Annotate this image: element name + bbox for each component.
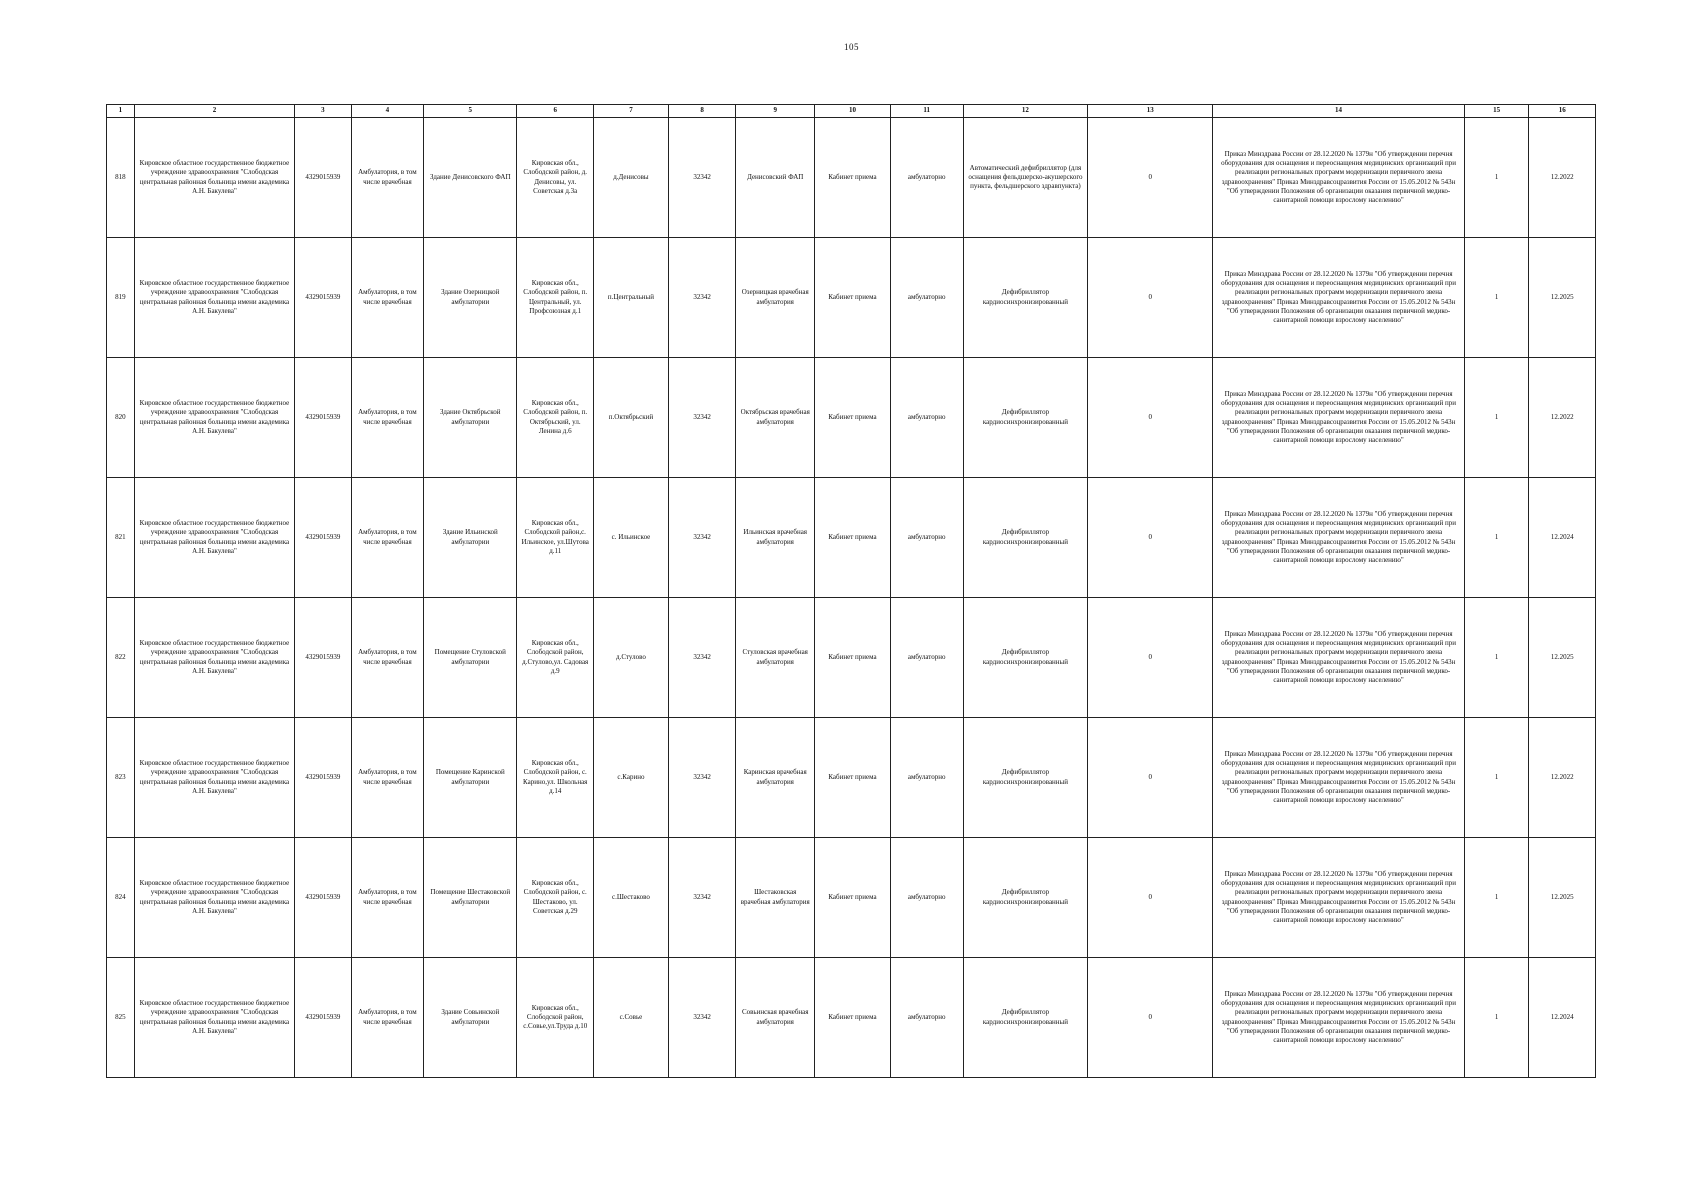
column-header: 2 [134, 105, 295, 118]
organization-name: Кировское областное государственное бюджетное учреждение здравоохранения "Слободская центральная районная больница имени академика А.Н. Бакулева" [134, 238, 295, 358]
column-header: 5 [424, 105, 517, 118]
organization-name: Кировское областное государственное бюджетное учреждение здравоохранения "Слободская центральная районная больница имени академика А.Н. Бакулева" [134, 598, 295, 718]
quantity-cell: 1 [1464, 838, 1528, 958]
table-row [107, 598, 1596, 718]
address-cell: Кировская обл., Слободской район, д. Денисовы, ул. Советская д.3а [517, 118, 594, 238]
inn-cell: 4329015939 [295, 358, 351, 478]
column-header: 10 [815, 105, 891, 118]
inn-cell: 4329015939 [295, 958, 351, 1078]
row-number: 822 [107, 598, 135, 718]
quantity-cell: 1 [1464, 598, 1528, 718]
code-cell: 32342 [668, 238, 736, 358]
address-cell: Кировская обл., Слободской район,с. Ильинское, ул.Шутова д.11 [517, 478, 594, 598]
date-cell: 12.2025 [1529, 598, 1596, 718]
organization-name: Кировское областное государственное бюджетное учреждение здравоохранения "Слободская центральная районная больница имени академика А.Н. Бакулева" [134, 958, 295, 1078]
column-header: 8 [668, 105, 736, 118]
col13-value: 0 [1088, 718, 1213, 838]
date-cell: 12.2025 [1529, 238, 1596, 358]
col13-value: 0 [1088, 478, 1213, 598]
settlement-cell: д.Денисовы [594, 118, 669, 238]
column-header: 4 [351, 105, 424, 118]
column-header: 12 [963, 105, 1088, 118]
date-cell: 12.2022 [1529, 718, 1596, 838]
date-cell: 12.2022 [1529, 358, 1596, 478]
row-number: 824 [107, 838, 135, 958]
building-name: Здание Совьинской амбулатории [424, 958, 517, 1078]
address-cell: Кировская обл., Слободской район, п. Октябрьский, ул. Ленина д.6 [517, 358, 594, 478]
building-name: Здание Ильинской амбулатории [424, 478, 517, 598]
column-header: 14 [1213, 105, 1465, 118]
building-name: Здание Озерницкой амбулатории [424, 238, 517, 358]
row-number: 819 [107, 238, 135, 358]
settlement-cell: п.Октябрьский [594, 358, 669, 478]
equipment-name: Автоматический дефибриллятор (для оснащения фельдшерско-акушерского пункта, фельдшерского здравпункта) [963, 118, 1088, 238]
care-mode: амбулаторно [890, 358, 963, 478]
organization-name: Кировское областное государственное бюджетное учреждение здравоохранения "Слободская центральная районная больница имени академика А.Н. Бакулева" [134, 718, 295, 838]
unit-name: Озерницкая врачебная амбулатория [736, 238, 815, 358]
care-mode: амбулаторно [890, 838, 963, 958]
column-header: 9 [736, 105, 815, 118]
code-cell: 32342 [668, 718, 736, 838]
building-name: Помещение Шестаковской амбулатории [424, 838, 517, 958]
quantity-cell: 1 [1464, 118, 1528, 238]
organization-name: Кировское областное государственное бюджетное учреждение здравоохранения "Слободская центральная районная больница имени академика А.Н. Бакулева" [134, 478, 295, 598]
page-number: 105 [844, 42, 859, 52]
facility-type: Амбулатория, в том числе врачебная [351, 358, 424, 478]
date-cell: 12.2022 [1529, 118, 1596, 238]
settlement-cell: с.Шестаково [594, 838, 669, 958]
address-cell: Кировская обл., Слободской район, п. Центральный, ул. Профсоюзная д.1 [517, 238, 594, 358]
unit-name: Совьинская врачебная амбулатория [736, 958, 815, 1078]
column-header: 13 [1088, 105, 1213, 118]
date-cell: 12.2025 [1529, 838, 1596, 958]
code-cell: 32342 [668, 838, 736, 958]
column-header: 11 [890, 105, 963, 118]
code-cell: 32342 [668, 598, 736, 718]
equipment-name: Дефибриллятор кардиосинхронизированный [963, 358, 1088, 478]
code-cell: 32342 [668, 958, 736, 1078]
room-cell: Кабинет приема [815, 958, 891, 1078]
col13-value: 0 [1088, 118, 1213, 238]
col13-value: 0 [1088, 598, 1213, 718]
col13-value: 0 [1088, 358, 1213, 478]
row-number: 825 [107, 958, 135, 1078]
facility-type: Амбулатория, в том числе врачебная [351, 838, 424, 958]
table-row [107, 838, 1596, 958]
code-cell: 32342 [668, 118, 736, 238]
unit-name: Каринская врачебная амбулатория [736, 718, 815, 838]
address-cell: Кировская обл., Слободской район, с. Карино,ул. Школьная д.14 [517, 718, 594, 838]
settlement-cell: д.Стулово [594, 598, 669, 718]
facility-type: Амбулатория, в том числе врачебная [351, 598, 424, 718]
unit-name: Шестаковская врачебная амбулатория [736, 838, 815, 958]
row-number: 820 [107, 358, 135, 478]
equipment-name: Дефибриллятор кардиосинхронизированный [963, 958, 1088, 1078]
care-mode: амбулаторно [890, 118, 963, 238]
legal-basis: Приказ Минздрава России от 28.12.2020 № 1379н "Об утверждении перечня оборудования для оснащения и переоснащения медицинских организаций при реализации региональных программ модернизации первичного звена здравоохранения" Приказ Минздравсоцразвития России от 15.05.2012 № 543н "Об утверждении Положения об организации оказания первичной медико-санитарной помощи взрослому населению" [1213, 478, 1465, 598]
room-cell: Кабинет приема [815, 838, 891, 958]
legal-basis: Приказ Минздрава России от 28.12.2020 № 1379н "Об утверждении перечня оборудования для оснащения и переоснащения медицинских организаций при реализации региональных программ модернизации первичного звена здравоохранения" Приказ Минздравсоцразвития России от 15.05.2012 № 543н "Об утверждении Положения об организации оказания первичной медико-санитарной помощи взрослому населению" [1213, 358, 1465, 478]
column-header: 15 [1464, 105, 1528, 118]
facility-type: Амбулатория, в том числе врачебная [351, 718, 424, 838]
unit-name: Октябрьская врачебная амбулатория [736, 358, 815, 478]
code-cell: 32342 [668, 358, 736, 478]
inn-cell: 4329015939 [295, 478, 351, 598]
row-number: 818 [107, 118, 135, 238]
row-number: 821 [107, 478, 135, 598]
header-row [107, 105, 1596, 118]
facility-type: Амбулатория, в том числе врачебная [351, 958, 424, 1078]
inn-cell: 4329015939 [295, 838, 351, 958]
table-row [107, 358, 1596, 478]
settlement-cell: п.Центральный [594, 238, 669, 358]
organization-name: Кировское областное государственное бюджетное учреждение здравоохранения "Слободская центральная районная больница имени академика А.Н. Бакулева" [134, 358, 295, 478]
column-header: 1 [107, 105, 135, 118]
col13-value: 0 [1088, 958, 1213, 1078]
legal-basis: Приказ Минздрава России от 28.12.2020 № 1379н "Об утверждении перечня оборудования для оснащения и переоснащения медицинских организаций при реализации региональных программ модернизации первичного звена здравоохранения" Приказ Минздравсоцразвития России от 15.05.2012 № 543н "Об утверждении Положения об организации оказания первичной медико-санитарной помощи взрослому населению" [1213, 118, 1465, 238]
quantity-cell: 1 [1464, 958, 1528, 1078]
code-cell: 32342 [668, 478, 736, 598]
room-cell: Кабинет приема [815, 718, 891, 838]
facility-type: Амбулатория, в том числе врачебная [351, 118, 424, 238]
equipment-name: Дефибриллятор кардиосинхронизированный [963, 598, 1088, 718]
settlement-cell: с.Карино [594, 718, 669, 838]
facility-type: Амбулатория, в том числе врачебная [351, 238, 424, 358]
unit-name: Стуловская врачебная амбулатория [736, 598, 815, 718]
address-cell: Кировская обл., Слободской район, с.Совье,ул.Труда д.10 [517, 958, 594, 1078]
facility-type: Амбулатория, в том числе врачебная [351, 478, 424, 598]
organization-name: Кировское областное государственное бюджетное учреждение здравоохранения "Слободская центральная районная больница имени академика А.Н. Бакулева" [134, 118, 295, 238]
table-row [107, 478, 1596, 598]
building-name: Помещение Стуловской амбулатории [424, 598, 517, 718]
inn-cell: 4329015939 [295, 238, 351, 358]
settlement-cell: с.Совье [594, 958, 669, 1078]
care-mode: амбулаторно [890, 958, 963, 1078]
unit-name: Ильинская врачебная амбулатория [736, 478, 815, 598]
table-row [107, 238, 1596, 358]
equipment-table [106, 104, 1596, 1078]
inn-cell: 4329015939 [295, 598, 351, 718]
care-mode: амбулаторно [890, 718, 963, 838]
inn-cell: 4329015939 [295, 118, 351, 238]
quantity-cell: 1 [1464, 238, 1528, 358]
date-cell: 12.2024 [1529, 958, 1596, 1078]
inn-cell: 4329015939 [295, 718, 351, 838]
unit-name: Денисовский ФАП [736, 118, 815, 238]
legal-basis: Приказ Минздрава России от 28.12.2020 № 1379н "Об утверждении перечня оборудования для оснащения и переоснащения медицинских организаций при реализации региональных программ модернизации первичного звена здравоохранения" Приказ Минздравсоцразвития России от 15.05.2012 № 543н "Об утверждении Положения об организации оказания первичной медико-санитарной помощи взрослому населению" [1213, 838, 1465, 958]
date-cell: 12.2024 [1529, 478, 1596, 598]
quantity-cell: 1 [1464, 478, 1528, 598]
row-number: 823 [107, 718, 135, 838]
building-name: Помещение Каринской амбулатории [424, 718, 517, 838]
column-header: 6 [517, 105, 594, 118]
equipment-name: Дефибриллятор кардиосинхронизированный [963, 238, 1088, 358]
column-header: 7 [594, 105, 669, 118]
table-row [107, 958, 1596, 1078]
table-row [107, 718, 1596, 838]
care-mode: амбулаторно [890, 478, 963, 598]
room-cell: Кабинет приема [815, 358, 891, 478]
address-cell: Кировская обл., Слободской район, д.Стулово,ул. Садовая д.9 [517, 598, 594, 718]
col13-value: 0 [1088, 838, 1213, 958]
legal-basis: Приказ Минздрава России от 28.12.2020 № 1379н "Об утверждении перечня оборудования для оснащения и переоснащения медицинских организаций при реализации региональных программ модернизации первичного звена здравоохранения" Приказ Минздравсоцразвития России от 15.05.2012 № 543н "Об утверждении Положения об организации оказания первичной медико-санитарной помощи взрослому населению" [1213, 598, 1465, 718]
building-name: Здание Октябрьской амбулатории [424, 358, 517, 478]
column-header: 3 [295, 105, 351, 118]
room-cell: Кабинет приема [815, 598, 891, 718]
care-mode: амбулаторно [890, 238, 963, 358]
equipment-name: Дефибриллятор кардиосинхронизированный [963, 718, 1088, 838]
legal-basis: Приказ Минздрава России от 28.12.2020 № 1379н "Об утверждении перечня оборудования для оснащения и переоснащения медицинских организаций при реализации региональных программ модернизации первичного звена здравоохранения" Приказ Минздравсоцразвития России от 15.05.2012 № 543н "Об утверждении Положения об организации оказания первичной медико-санитарной помощи взрослому населению" [1213, 718, 1465, 838]
col13-value: 0 [1088, 238, 1213, 358]
care-mode: амбулаторно [890, 598, 963, 718]
legal-basis: Приказ Минздрава России от 28.12.2020 № 1379н "Об утверждении перечня оборудования для оснащения и переоснащения медицинских организаций при реализации региональных программ модернизации первичного звена здравоохранения" Приказ Минздравсоцразвития России от 15.05.2012 № 543н "Об утверждении Положения об организации оказания первичной медико-санитарной помощи взрослому населению" [1213, 958, 1465, 1078]
room-cell: Кабинет приема [815, 118, 891, 238]
quantity-cell: 1 [1464, 718, 1528, 838]
equipment-name: Дефибриллятор кардиосинхронизированный [963, 838, 1088, 958]
legal-basis: Приказ Минздрава России от 28.12.2020 № 1379н "Об утверждении перечня оборудования для оснащения и переоснащения медицинских организаций при реализации региональных программ модернизации первичного звена здравоохранения" Приказ Минздравсоцразвития России от 15.05.2012 № 543н "Об утверждении Положения об организации оказания первичной медико-санитарной помощи взрослому населению" [1213, 238, 1465, 358]
table-row [107, 118, 1596, 238]
room-cell: Кабинет приема [815, 238, 891, 358]
quantity-cell: 1 [1464, 358, 1528, 478]
building-name: Здание Денисовского ФАП [424, 118, 517, 238]
room-cell: Кабинет приема [815, 478, 891, 598]
settlement-cell: с. Ильинское [594, 478, 669, 598]
equipment-name: Дефибриллятор кардиосинхронизированный [963, 478, 1088, 598]
organization-name: Кировское областное государственное бюджетное учреждение здравоохранения "Слободская центральная районная больница имени академика А.Н. Бакулева" [134, 838, 295, 958]
column-header: 16 [1529, 105, 1596, 118]
address-cell: Кировская обл., Слободской район, с. Шестаково, ул. Советская д.29 [517, 838, 594, 958]
